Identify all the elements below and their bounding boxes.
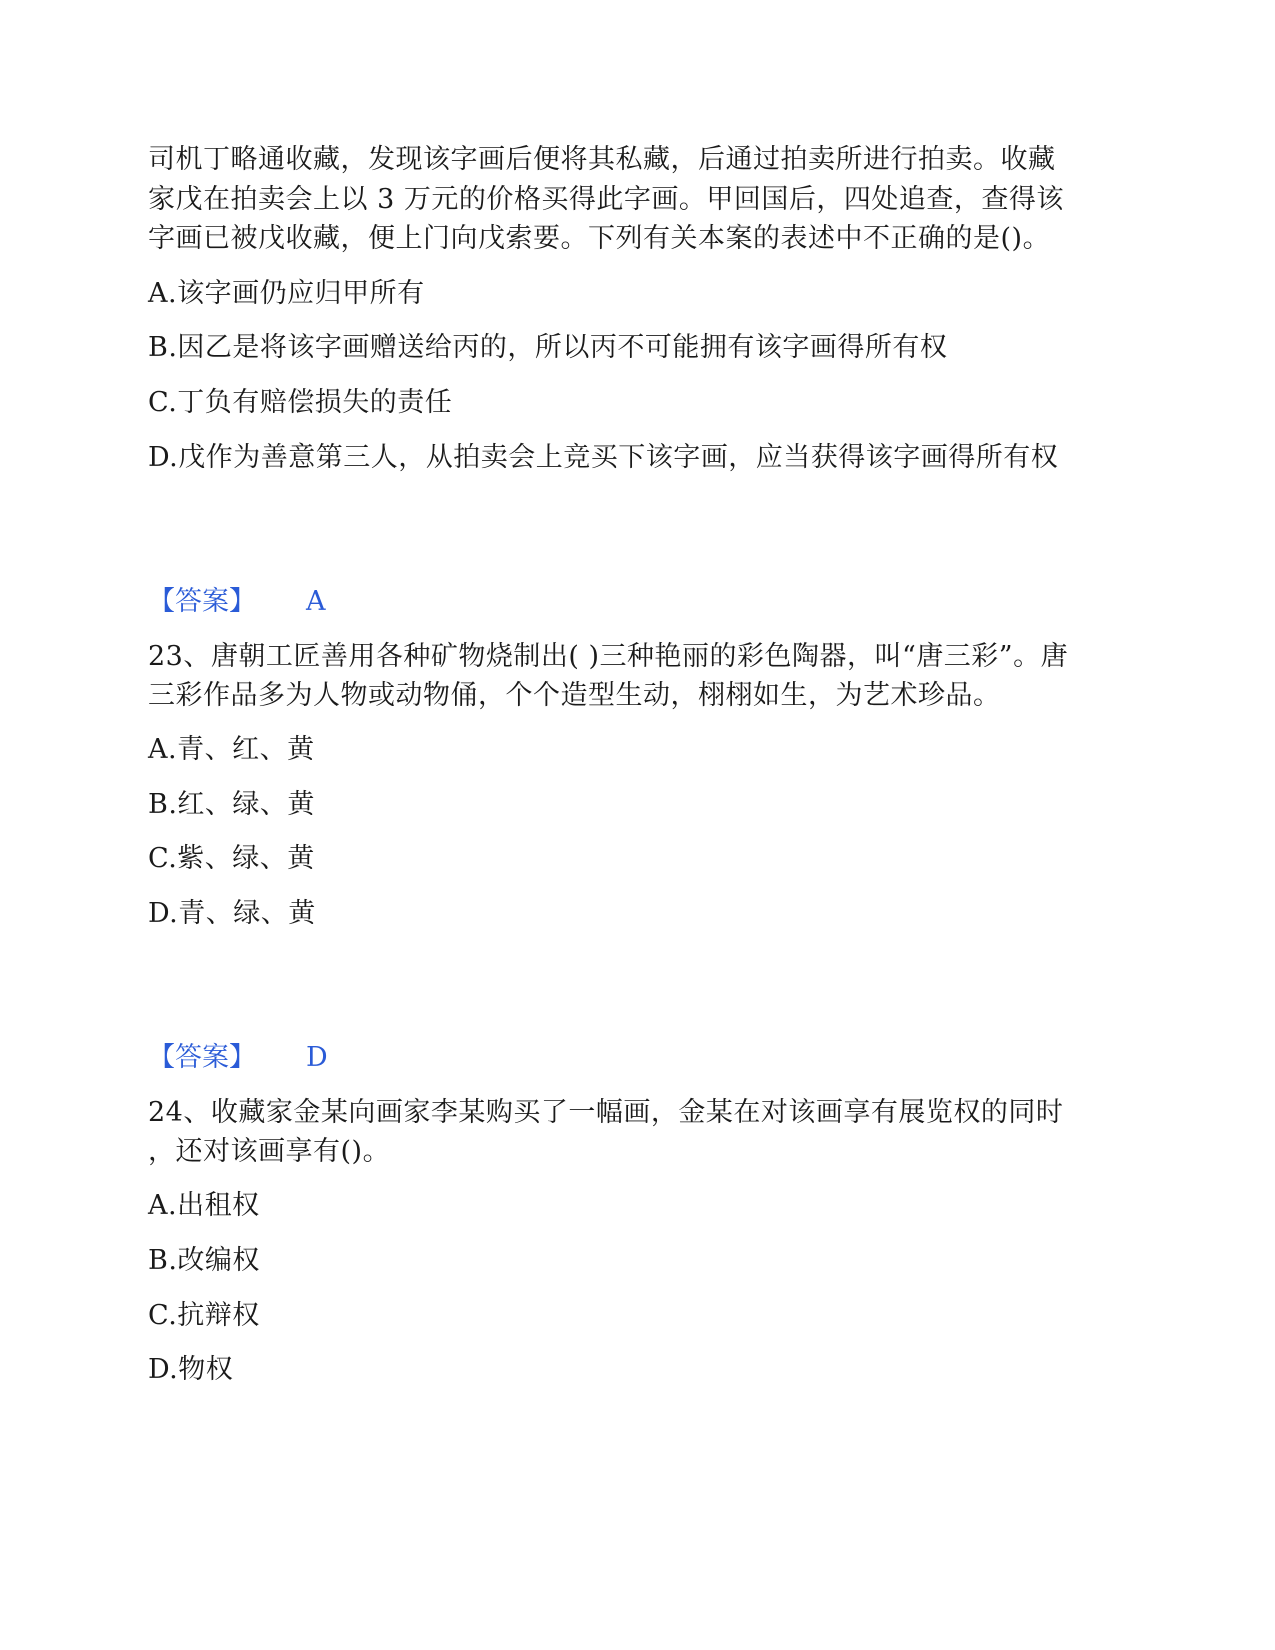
q22-stem-line-2: 家戊在拍卖会上以 3 万元的价格买得此字画。甲回国后，四处追查，查得该	[148, 184, 1064, 215]
q23-option-a: A.青、红、黄	[148, 734, 315, 765]
q22-answer-tag: 【答案】	[148, 586, 256, 617]
q23-option-c: C.紫、绿、黄	[148, 843, 315, 874]
q23-option-d: D.青、绿、黄	[148, 898, 316, 929]
q23-stem-line-2: 三彩作品多为人物或动物俑，个个造型生动，栩栩如生，为艺术珍品。	[148, 680, 1001, 711]
q24-option-c: C.抗辩权	[148, 1300, 260, 1331]
q23-answer	[148, 1038, 328, 1078]
q24-option-a: A.出租权	[148, 1190, 260, 1221]
q24-option-d: D.物权	[148, 1354, 234, 1385]
q24-stem-line-2: ，还对该画享有()。	[148, 1136, 391, 1167]
q22-option-b: B.因乙是将该字画赠送给丙的，所以丙不可能拥有该字画得所有权	[148, 332, 948, 363]
q22-option-a: A.该字画仍应归甲所有	[148, 278, 425, 309]
q22-stem-line-3: 字画已被戊收藏，便上门向戊索要。下列有关本案的表述中不正确的是()。	[148, 223, 1051, 254]
q22-stem-line-1: 司机丁略通收藏，发现该字画后便将其私藏，后通过拍卖所进行拍卖。收藏	[148, 144, 1056, 175]
q23-answer-value: D	[306, 1042, 328, 1073]
q23-answer-tag: 【答案】	[148, 1042, 256, 1073]
q22-option-c: C.丁负有赔偿损失的责任	[148, 387, 453, 418]
q24-option-b: B.改编权	[148, 1245, 260, 1276]
q23-stem-line-1: 23、唐朝工匠善用各种矿物烧制出( )三种艳丽的彩色陶器，叫“唐三彩”。唐	[148, 641, 1069, 672]
q23-option-b: B.红、绿、黄	[148, 789, 315, 820]
q24-stem-line-1: 24、收藏家金某向画家李某购买了一幅画，金某在对该画享有展览权的同时	[148, 1097, 1064, 1128]
q22-option-d: D.戊作为善意第三人，从拍卖会上竞买下该字画，应当获得该字画得所有权	[148, 442, 1059, 473]
q22-answer-value: A	[306, 586, 326, 617]
q22-answer	[148, 582, 326, 622]
